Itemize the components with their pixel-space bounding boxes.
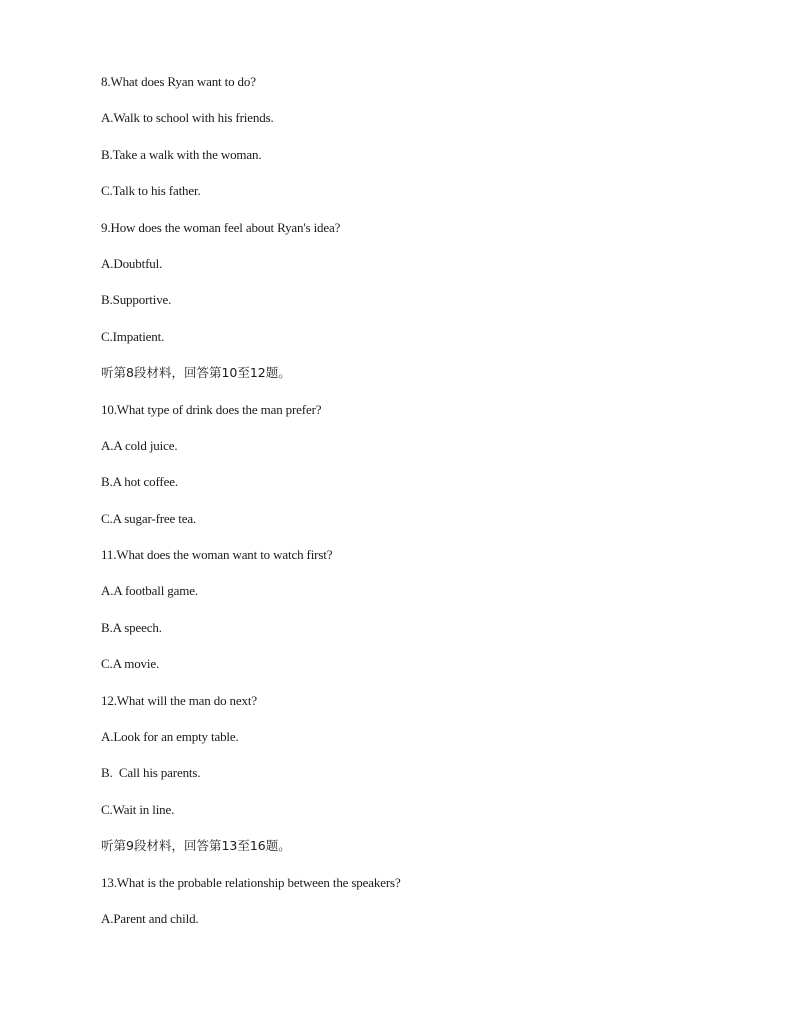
answer-option: B. Call his parents. bbox=[101, 765, 201, 781]
answer-option: B.A hot coffee. bbox=[101, 474, 178, 490]
question-text: 12.What will the man do next? bbox=[101, 692, 257, 708]
answer-option: A.Look for an empty table. bbox=[101, 729, 239, 745]
answer-option: B.A speech. bbox=[101, 619, 162, 635]
answer-option: C.Talk to his father. bbox=[101, 183, 201, 199]
answer-option: B.Take a walk with the woman. bbox=[101, 146, 262, 162]
answer-option: C.A sugar-free tea. bbox=[101, 510, 197, 526]
section-heading: 听第8段材料，回答第10至12题。 bbox=[101, 365, 291, 381]
question-text: 13.What is the probable relationship between the speakers? bbox=[101, 874, 401, 890]
section-heading: 听第9段材料，回答第13至16题。 bbox=[101, 838, 291, 854]
question-text: 11.What does the woman want to watch first? bbox=[101, 547, 333, 563]
answer-option: B.Supportive. bbox=[101, 292, 172, 308]
question-list bbox=[101, 72, 741, 945]
answer-option: A.Walk to school with his friends. bbox=[101, 110, 274, 126]
answer-option: C.A movie. bbox=[101, 656, 160, 672]
answer-option: A.Parent and child. bbox=[101, 910, 199, 926]
question-text: 10.What type of drink does the man prefer? bbox=[101, 401, 322, 417]
question-text: 9.How does the woman feel about Ryan's idea? bbox=[101, 219, 341, 235]
answer-option: A.A cold juice. bbox=[101, 437, 178, 453]
answer-option: A.Doubtful. bbox=[101, 255, 163, 271]
answer-option: A.A football game. bbox=[101, 583, 198, 599]
answer-option: C.Impatient. bbox=[101, 328, 165, 344]
question-text: 8.What does Ryan want to do? bbox=[101, 74, 256, 89]
answer-option: C.Wait in line. bbox=[101, 801, 175, 817]
